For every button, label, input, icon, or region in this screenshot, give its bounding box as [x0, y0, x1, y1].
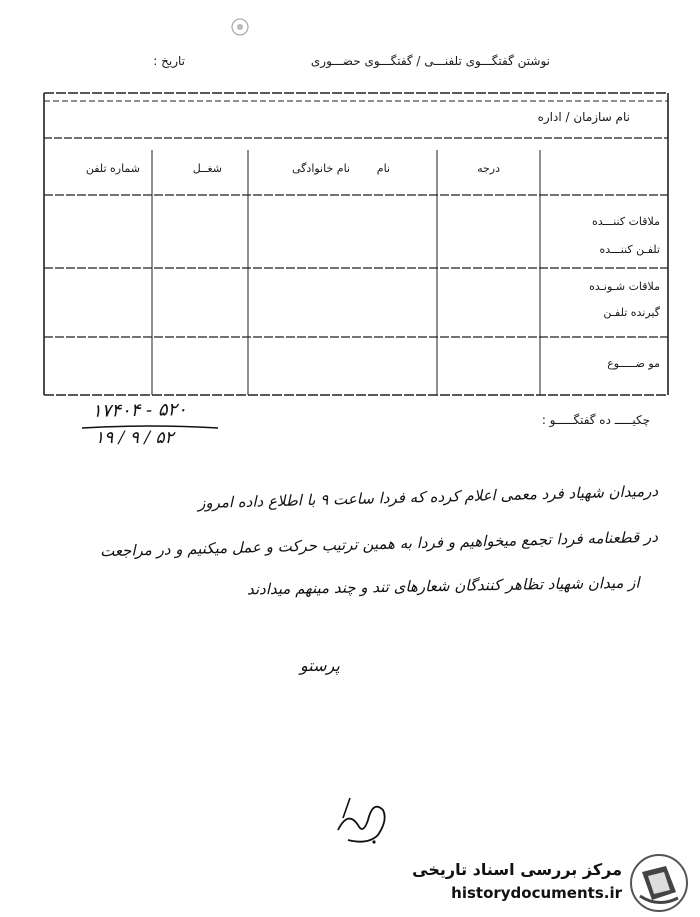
- org-label: نام سازمان / اداره: [537, 110, 630, 124]
- row-label-caller: تلفـن کننـــده: [599, 243, 660, 256]
- archive-logo-icon: [628, 852, 690, 914]
- handwritten-line-2: در قطعنامه فردا تجمع میخواهیم و فردا به همین ترتیب حرکت و عمل میکنیم و در مراجعت: [99, 527, 659, 561]
- col-first-name: نام: [376, 162, 390, 175]
- col-job: شغــل: [192, 162, 222, 175]
- row-label-receiver: گیرنده تلفـن: [603, 306, 660, 319]
- row-label-subject: مو ضـــــوع: [607, 357, 660, 370]
- signature-mark: [328, 790, 398, 850]
- watermark-url: historydocuments.ir: [451, 884, 622, 902]
- ref-date: ۵۲ / ۹ / ۱۹: [95, 428, 174, 448]
- col-last-name: نام خانوادگی: [292, 162, 350, 175]
- watermark-title: مرکز بررسی اسناد تاریخی: [412, 860, 622, 879]
- handwritten-closing: پرستو: [300, 656, 340, 675]
- ref-number: ۵۲۰ - ۱۷۴۰۴: [91, 399, 188, 422]
- col-grade: درجه: [477, 162, 500, 175]
- col-phone: شماره تلفن: [85, 162, 140, 175]
- form-title: نوشتن گفتگـــوی تلفنـــی / گفتگـــوی حضـــوری: [310, 54, 550, 68]
- handwritten-line-3: از میدان شهیاد تظاهر کنندگان شعارهای تند و چند مینهم میدادند: [247, 573, 641, 599]
- date-label: تاریخ :: [153, 54, 185, 68]
- row-label-met: ملاقات شـونـده: [589, 280, 660, 293]
- row-label-meeting: ملاقات کننـــده: [592, 215, 660, 228]
- summary-label: چکیـــــ ده گفتگـــــو :: [541, 413, 650, 427]
- handwritten-line-1: درمیدان شهیاد فرد معمی اعلام کرده که فردا ساعت ۹ با اطلاع داده امروز: [197, 481, 659, 513]
